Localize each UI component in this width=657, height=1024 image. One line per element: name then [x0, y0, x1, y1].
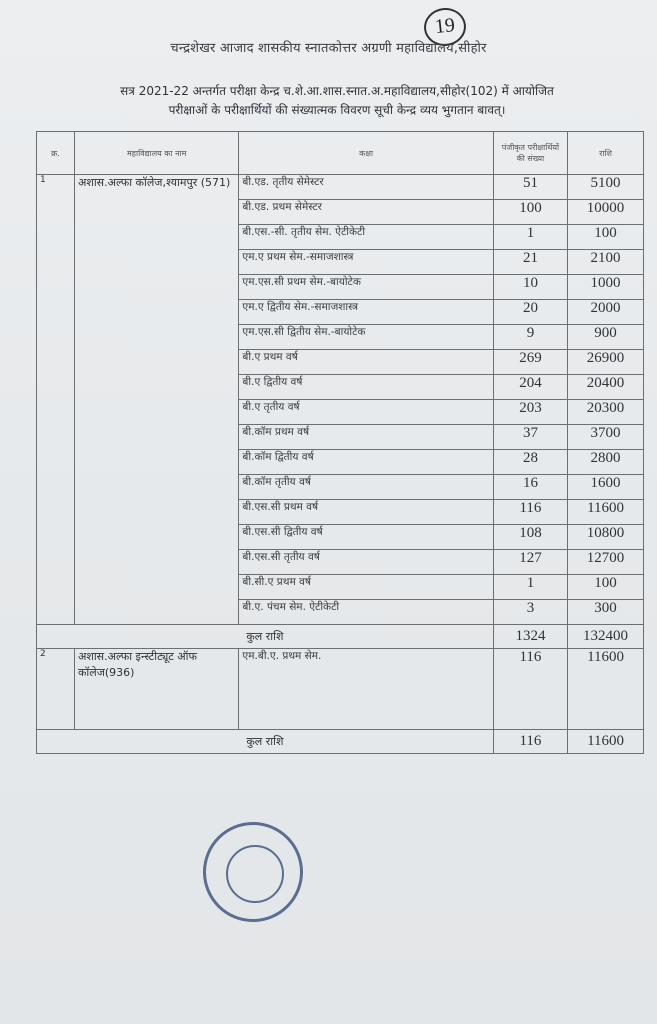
header-amount: राशि: [568, 132, 644, 175]
class-cell: बी.एड. प्रथम सेमेस्टर: [239, 200, 493, 225]
total-amount: 132400: [568, 625, 644, 649]
row-serial: 2: [37, 649, 75, 730]
count-cell: 37: [493, 425, 567, 450]
count-cell: 21: [493, 250, 567, 275]
class-cell: बी.एड. तृतीय सेमेस्टर: [239, 175, 493, 200]
subject-line-1: सत्र 2021-22 अन्तर्गत परीक्षा केन्द्र च.शे.आ.शास.स्नात.अ.महाविद्यालय,सीहोर(102) में आयोजित: [120, 84, 554, 98]
amount-cell: 10000: [568, 200, 644, 225]
class-cell: बी.कॉम तृतीय वर्ष: [239, 475, 493, 500]
count-cell: 116: [493, 649, 567, 730]
class-cell: बी.कॉम द्वितीय वर्ष: [239, 450, 493, 475]
class-cell: एम.ए द्वितीय सेम.-समाजशास्त्र: [239, 300, 493, 325]
total-amount: 11600: [568, 730, 644, 754]
count-cell: 203: [493, 400, 567, 425]
class-cell: बी.एस.-सी. तृतीय सेम. ऐटीकेटी: [239, 225, 493, 250]
class-cell: बी.सी.ए प्रथम वर्ष: [239, 575, 493, 600]
count-cell: 28: [493, 450, 567, 475]
total-count: 1324: [493, 625, 567, 649]
amount-cell: 3700: [568, 425, 644, 450]
count-cell: 1: [493, 225, 567, 250]
amount-cell: 1600: [568, 475, 644, 500]
class-cell: बी.कॉम प्रथम वर्ष: [239, 425, 493, 450]
amount-cell: 2100: [568, 250, 644, 275]
count-cell: 100: [493, 200, 567, 225]
count-cell: 127: [493, 550, 567, 575]
subject-text: [28, 82, 646, 120]
class-cell: बी.ए प्रथम वर्ष: [239, 350, 493, 375]
amount-cell: 5100: [568, 175, 644, 200]
header-sn: क्र.: [37, 132, 75, 175]
class-cell: बी.एस.सी द्वितीय वर्ष: [239, 525, 493, 550]
college-name: अशास.अल्फा कॉलेज,श्यामपुर (571): [74, 175, 238, 625]
count-cell: 204: [493, 375, 567, 400]
total-count: 116: [493, 730, 567, 754]
emblem-icon: [226, 845, 284, 903]
amount-cell: 2000: [568, 300, 644, 325]
amount-cell: 20400: [568, 375, 644, 400]
table-body: [37, 175, 644, 754]
amount-cell: 2800: [568, 450, 644, 475]
count-cell: 51: [493, 175, 567, 200]
header-college: महाविद्यालय का नाम: [74, 132, 238, 175]
count-cell: 3: [493, 600, 567, 625]
total-label: कुल राशि: [37, 730, 494, 754]
class-cell: बी.ए द्वितीय वर्ष: [239, 375, 493, 400]
page-number: 19: [422, 6, 468, 48]
count-cell: 116: [493, 500, 567, 525]
class-cell: बी.ए तृतीय वर्ष: [239, 400, 493, 425]
college-name: अशास.अल्फा इन्स्टीट्यूट ऑफ कॉलेज(936): [74, 649, 238, 730]
header-class: कक्षा: [239, 132, 493, 175]
exam-table: [36, 131, 644, 754]
count-cell: 20: [493, 300, 567, 325]
amount-cell: 100: [568, 225, 644, 250]
class-cell: एम.एस.सी द्वितीय सेम.-बायोटेक: [239, 325, 493, 350]
count-cell: 16: [493, 475, 567, 500]
row-serial: 1: [37, 175, 75, 625]
amount-cell: 100: [568, 575, 644, 600]
amount-cell: 11600: [568, 500, 644, 525]
count-cell: 269: [493, 350, 567, 375]
total-row: [37, 625, 644, 649]
class-cell: बी.एस.सी प्रथम वर्ष: [239, 500, 493, 525]
table-header-row: [37, 132, 644, 175]
amount-cell: 1000: [568, 275, 644, 300]
count-cell: 9: [493, 325, 567, 350]
class-cell: बी.एस.सी तृतीय वर्ष: [239, 550, 493, 575]
amount-cell: 12700: [568, 550, 644, 575]
amount-cell: 300: [568, 600, 644, 625]
amount-cell: 11600: [568, 649, 644, 730]
table-row: [37, 649, 644, 730]
class-cell: एम.ए प्रथम सेम.-समाजशास्त्र: [239, 250, 493, 275]
amount-cell: 10800: [568, 525, 644, 550]
count-cell: 1: [493, 575, 567, 600]
total-row: [37, 730, 644, 754]
class-cell: एम.बी.ए. प्रथम सेम.: [239, 649, 493, 730]
total-label: कुल राशि: [37, 625, 494, 649]
table-row: [37, 175, 644, 200]
count-cell: 10: [493, 275, 567, 300]
amount-cell: 20300: [568, 400, 644, 425]
subject-line-2: परीक्षाओं के परीक्षार्थियों की संख्यात्मक विवरण सूची केन्द्र व्यय भुगतान बावत्।: [168, 103, 506, 117]
amount-cell: 900: [568, 325, 644, 350]
office-seal: [203, 822, 303, 922]
amount-cell: 26900: [568, 350, 644, 375]
institution-title: चन्द्रशेखर आजाद शासकीय स्नातकोत्तर अग्रणी महाविद्यालय,सीहोर: [170, 41, 487, 56]
count-cell: 108: [493, 525, 567, 550]
class-cell: बी.ए. पंचम सेम. ऐटीकेटी: [239, 600, 493, 625]
class-cell: एम.एस.सी प्रथम सेम.-बायोटेक: [239, 275, 493, 300]
header-count: पंजीकृत परीक्षार्थियों की संख्या: [493, 132, 567, 175]
